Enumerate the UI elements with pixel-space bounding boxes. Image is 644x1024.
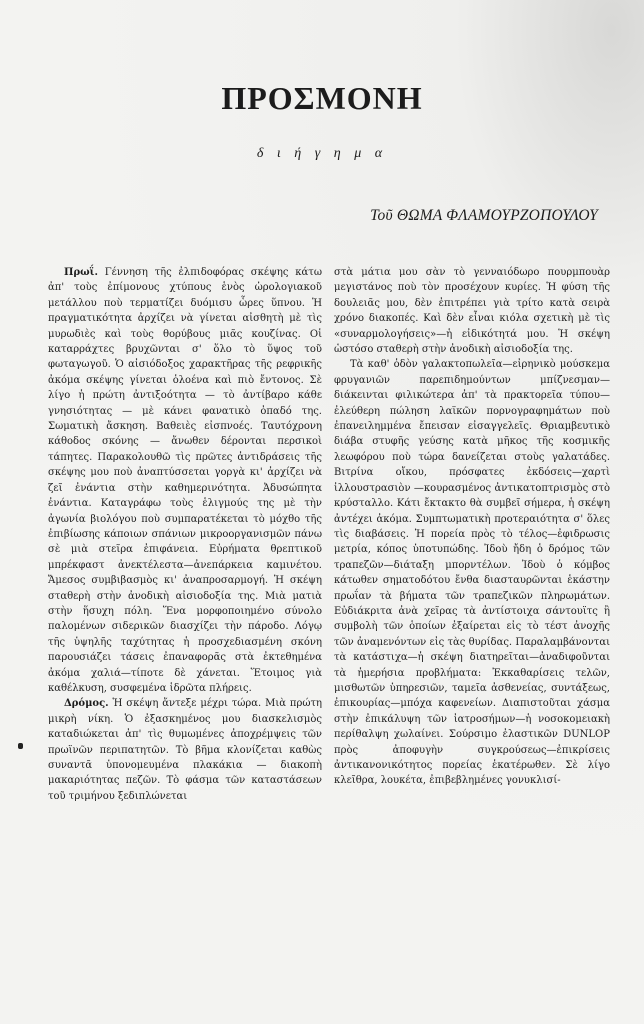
right-column <box>334 265 610 789</box>
paragraph-lead: Πρωΐ. <box>64 267 98 278</box>
paragraph-text: Γέννηση τῆς ἐλπιδοφόρας σκέψης κάτω ἀπ' τοὺς ἐπίμονους χτύπους ἑνὸς ὡρολογιακοῦ μετάλλου ποὺ τερματίζει δυόμισυ ὧρες ὕπνου. Ἡ πραγματικότητα ἀρχίζει νὰ γίνεται αἰσθητὴ μὲ τὶς μυρωδιὲς καὶ τοὺς θορύβους μιᾶς κουζίνας. Οἱ καταρράχτες βρυχῶνται σ' ὅλο τὸ ὕψος τοῦ φωταγωγοῦ. Ὁ αἰσιόδοξος χαρακτῆρας τῆς ρεφρικῆς ἀκόμα σκέψης γίνεται ὁλοένα καὶ πιὸ ἔντονος. Σὲ λίγο ἡ πρώτη ἀντιξοότητα — τὸ ἀντίβαρο κάθε γνησιότητας — μὲ κάνει φανατικὸ ὀπαδό της. Σωματικὴ ἄσκηση. Βαθειὲς εἰσπνοές. Ταυτόχρονη κάθοδος σκόνης — ἄνωθεν δέρονται περσικοὶ τάπητες. Παρακολουθῶ τὶς πρῶτες ἀντιδράσεις τῆς σκέψης μου ποὺ ἀναπτύσσεται γοργὰ κι' ἀρχίζει νὰ ζεῖ ἐνάντια στὴν καθημερινότητα. Ἀδυσώπητα ἐνάντια. Καταγράφω τοὺς ἑλιγμούς της μὲ τὴν ἀγωνία βιολόγου ποὺ συμπαρατέκεται τὸ μόχθο τῆς ἐπιβίωσης κάποιων σπάνιων μικροοργανισμῶν πάνω σὲ μιὰ στεῖρα ἐπιφάνεια. Εὐρήματα θρεπτικοῦ μπρέκφαστ ἀνεκτέλεστα—ἀνεπάρκεια καμινέτου. Ἄμεσος συμβιβασμὸς κι' ἀναπροσαρμογή. Ἡ σκέψη σταθερὴ στὴν ἀνοδικὴ αἰσιοδοξία της. Μιὰ ματιὰ στὴν ἥσυχη πόλη. Ἕνα μορφοποιημένο σύνολο παλομένων σιδερικῶν διασχίζει τὴν πάροδο. Λόγῳ τῆς ὑψηλῆς ταχύτητας ἡ προσχεδιασμένη σκόνη παρουσιάζει τάσεις ἐπαναφορᾶς στὰ ἐκτεθημένα ἀκόμα χαλιά—τίποτε δὲ χάνεται. Ἕτοιμος γιὰ καθέλκυση, συσφεμένα ἱδρῶτα πλήρεις. <box>48 267 322 694</box>
left-column <box>48 265 322 804</box>
genre-subtitle: δ ι ή γ η μ α <box>256 146 388 161</box>
paragraph-lead: Δρόμος. <box>64 698 109 710</box>
paragraph-text: Ἡ σκέψη ἄντεξε μέχρι τώρα. Μιὰ πρώτη μικρὴ νίκη. Ὁ ἐξασκημένος μου διασκελισμὸς καταδιώκεται ἀπ' τὶς θυμωμένες ἀποχρέμψεις τῶν πρωϊνῶν περιπατητῶν. Τὸ βῆμα κλονίζεται καθὼς συναντᾶ ὑπονομευμένα πλακάκια — διακοπὴ μακαριότητας πεζῶν. Τὸ φάσμα τῶν καταστάσεων τοῦ τριμήνου ξεδιπλώνεται <box>48 698 322 802</box>
page-title: ΠΡΟΣΜΟΝΗ <box>221 80 423 116</box>
paragraph <box>48 696 322 804</box>
author-byline: Τοῦ ΘΩΜΑ ΦΛΑΜΟΥΡΖΟΠΟΥΛΟΥ <box>370 207 598 224</box>
paragraph-text: Τὰ καθ' ὁδὸν γαλακτοπωλεῖα—εἰρηνικὸ μούσκεμα φρυγανιῶν παρεπιδημούντων μπίζνεσμαν—διάκεινται φιλικώτερα ἀπ' τὰ πρακτορεῖα τύπου—ἐλεύθερη πώληση λαϊκῶν πορνογραφημάτων ποὺ ἐπανειλημμένα ἔπεισαν εἰσαγγελεῖς. Θριαμβευτικὸ διάβα στυφῆς γεύσης κατὰ μῆκος τῆς κοσμικῆς λεωφόρου ποὺ τώρα δανείζεται στοὺς γαλατάδες. Βιτρίνα οἴκου, πρόσφατες ἐκδόσεις—χαρτὶ ἰλλουστρασιὸν —κουρασμένος ἀντικατοπτρισμὸς στὸ κρύσταλλο. Κάτι ἔκτακτο θὰ συμβεῖ σήμερα, ἡ σκέψη ἀντέχει ἀκόμα. Συμπτωματικὴ προτεραιότητα σ' ὅλες τὶς διαβάσεις. Ἡ πορεία πρὸς τὸ τέλος—ἐφιδρωσις μετρία, κόπος ὑποτυπώδης. Ἰδοὺ ἤδη ὁ δρόμος τῶν τραπεζῶν—διάταξη μπορντέλων. Ἰδοὺ ὁ κόμβος κάτωθεν σηματοδότου ἔνθα διασταυρῶνται ἑκάστην πρωΐαν τὰ βήματα τῶν τραπεζικῶν πληρωμάτων. Εὐδιάκριτα ἀνὰ χεῖρας τὰ ἀντίστοιχα σάντουϊτς ἢ συμβολὴ τῶν ὁποίων ἐξαίρεται εἰς τὸ τέστ ἀνοχῆς τῶν ἀναμενόντων εἰς τὰς θυρίδας. Παραλαμβάνονται τὰ κατάστιχα—ἡ σκέψη διατηρεῖται—ἀναδιφοῦνται τὰ ἡμερήσια προβλήματα: Ἐκκαθαρίσεις τελῶν, μισθωτῶν ὑπηρεσιῶν, ταμεῖα ἀσθενείας, συντάξεως, ἐπικουρίας—μπόχα καφενείων. Διαπιστοῦται χάσμα στὴν ἐπικάλυψη τῶν ἰατροσήμων—ἡ νοσοκομειακὴ περίθαλψη χωλαίνει. Σούρσιμο ἐλαστικῶν DUNLOP πρὸς ἀποφυγὴν συγκρούσεως—ἐπικρίσεις ἀντικανονικότητος πορείας ἑκατέρωθεν. Σὲ λίγο κλεῖθρα, λουκέτα, ἐπιβεβλημένες γονυκλισί- <box>334 359 610 787</box>
paragraph <box>48 265 322 696</box>
paragraph <box>334 265 610 357</box>
ink-mark <box>18 743 23 749</box>
paragraph <box>334 357 610 788</box>
paragraph-text: στὰ μάτια μου σὰν τὸ γενναιόδωρο πουρμπουὰρ μεγιστάνος ποὺ τὸν προσέχουν κυρίες. Ἡ φύση τῆς δουλειᾶς μου, δὲν ἐπιτρέπει γιὰ τρίτο κατὰ σειρὰ χρόνο διακοπές. Καὶ δὲν εἶναι κιόλα σχετικὴ μὲ τὶς «συναρμολογήσεις»—ἡ εἰδικότητά μου. Ἡ σκέψη ὡστόσο σταθερὴ στὴν ἀνοδικὴ αἰσιοδοξία της. <box>334 267 610 356</box>
